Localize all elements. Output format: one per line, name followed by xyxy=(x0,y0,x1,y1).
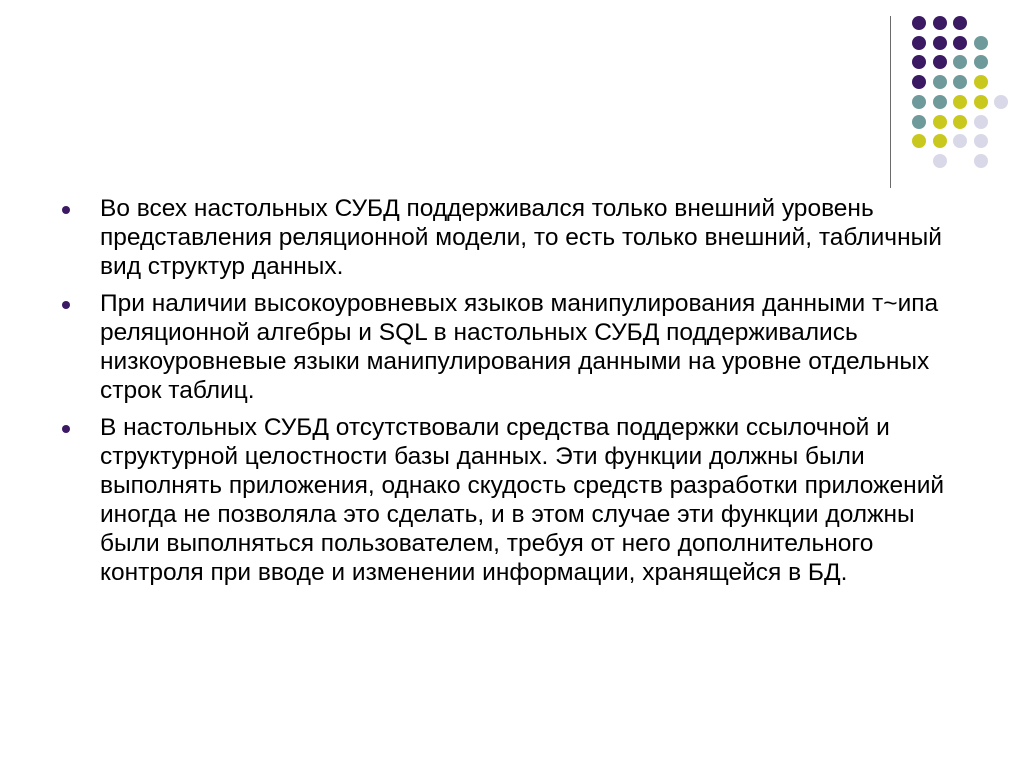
decorative-dot xyxy=(953,75,967,89)
decorative-dot xyxy=(933,134,947,148)
bullet-text: При наличии высокоуровневых языков манипулирования данными т~ипа реляционной алгебры и SQL в настольных СУБД поддерживались низкоуровневые языки манипулирования данными на уровне отдельных строк таблиц. xyxy=(100,290,939,404)
decorative-dot xyxy=(994,95,1008,109)
decorative-dot-grid xyxy=(0,0,1024,200)
bullet-list xyxy=(62,194,962,595)
decorative-dot xyxy=(974,115,988,129)
decorative-dot xyxy=(912,36,926,50)
decorative-dot xyxy=(953,134,967,148)
decorative-dot xyxy=(933,75,947,89)
decorative-dot xyxy=(933,55,947,69)
decorative-dot xyxy=(974,36,988,50)
bullet-dot-icon xyxy=(62,425,70,433)
decorative-dot xyxy=(933,16,947,30)
decorative-dot xyxy=(953,115,967,129)
bullet-text: Во всех настольных СУБД поддерживался только внешний уровень представления реляционной модели, то есть только внешний, табличный вид структур данных. xyxy=(100,195,942,280)
decorative-dot xyxy=(933,154,947,168)
vertical-divider-line xyxy=(890,16,891,188)
decorative-dot xyxy=(974,75,988,89)
decorative-dot xyxy=(953,36,967,50)
decorative-dot xyxy=(912,134,926,148)
decorative-dot xyxy=(974,154,988,168)
decorative-dot xyxy=(912,75,926,89)
decorative-dot xyxy=(912,55,926,69)
decorative-dot xyxy=(974,55,988,69)
decorative-dot xyxy=(912,95,926,109)
decorative-dot xyxy=(974,134,988,148)
bullet-item-2 xyxy=(62,289,962,405)
bullet-text: В настольных СУБД отсутствовали средства поддержки ссылочной и структурной целостности базы данных. Эти функции должны были выполнять приложения, однако скудость средств разработки приложений иногда не позволяла это сделать, и в этом случае эти функции должны были выполняться пользователем, требуя от него дополнительного контроля при вводе и изменении информации, хранящейся в БД. xyxy=(100,414,945,586)
decorative-dot xyxy=(953,95,967,109)
decorative-dot xyxy=(974,95,988,109)
decorative-dot xyxy=(933,95,947,109)
bullet-dot-icon xyxy=(62,301,70,309)
bullet-item-1 xyxy=(62,194,962,281)
decorative-dot xyxy=(953,55,967,69)
decorative-dot xyxy=(912,115,926,129)
bullet-dot-icon xyxy=(62,206,70,214)
decorative-dot xyxy=(912,16,926,30)
decorative-dot xyxy=(953,16,967,30)
bullet-item-3 xyxy=(62,413,962,587)
decorative-dot xyxy=(933,36,947,50)
decorative-dot xyxy=(933,115,947,129)
